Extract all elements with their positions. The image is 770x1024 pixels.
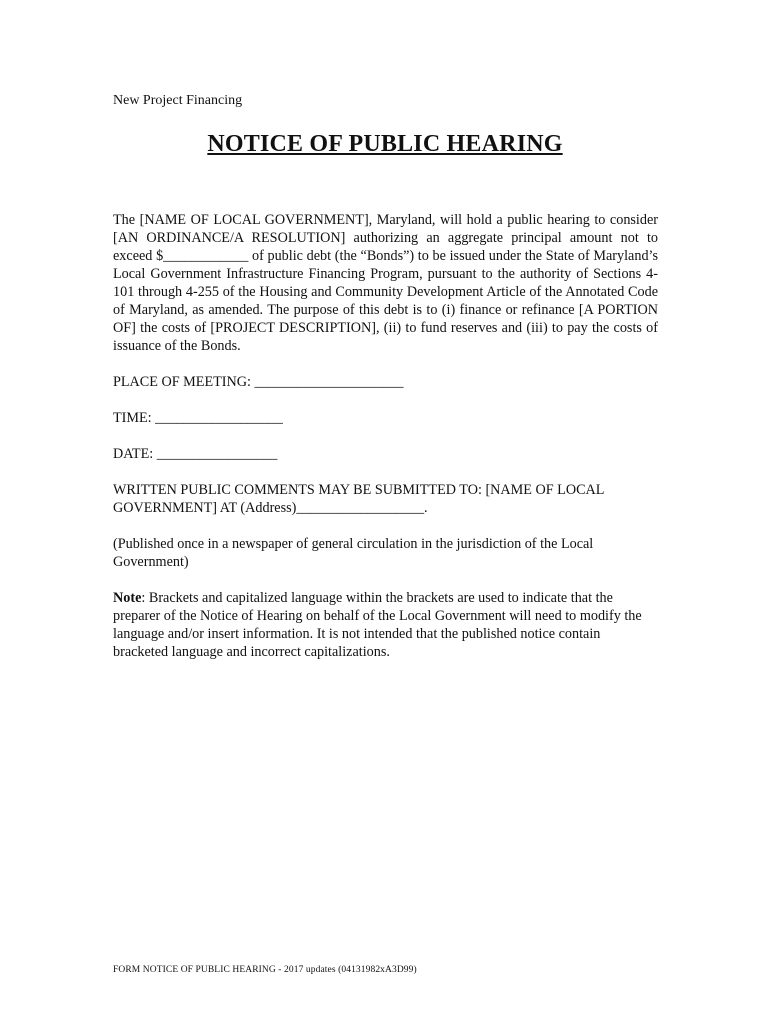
page-footer: FORM NOTICE OF PUBLIC HEARING - 2017 updates (04131982xA3D99) bbox=[113, 965, 417, 975]
place-of-meeting-field: PLACE OF MEETING: _____________________ bbox=[113, 374, 404, 390]
time-field: TIME: __________________ bbox=[113, 410, 283, 426]
document-body bbox=[113, 211, 658, 661]
note-text: : Brackets and capitalized language within the brackets are used to indicate that the preparer of the Notice of Hearing on behalf of the Local Government will need to modify the language and/or insert information. It is not intended that the published notice contain bracketed language and incorrect capitalizations. bbox=[113, 590, 642, 660]
header-label: New Project Financing bbox=[113, 93, 243, 108]
intro-paragraph: The [NAME OF LOCAL GOVERNMENT], Maryland, will hold a public hearing to consider [AN ORDINANCE/A RESOLUTION] authorizing an aggregate principal amount not to exceed $____________ of public debt (the “Bonds”) to be issued under the State of Maryland’s Local Government Infrastructure Financing Program, pursuant to the authority of Sections 4-101 through 4-255 of the Housing and Community Development Article of the Annotated Code of Maryland, as amended. The purpose of this debt is to (i) finance or refinance [A PORTION OF] the costs of [PROJECT DESCRIPTION], (ii) to fund reserves and (iii) to pay the costs of issuance of the Bonds. bbox=[113, 212, 658, 354]
note-paragraph bbox=[113, 589, 658, 661]
note-label: Note bbox=[113, 590, 142, 606]
written-comments-paragraph: WRITTEN PUBLIC COMMENTS MAY BE SUBMITTED TO: [NAME OF LOCAL GOVERNMENT] AT (Address)__________________. bbox=[113, 482, 604, 516]
page-title: NOTICE OF PUBLIC HEARING bbox=[207, 131, 563, 157]
date-field: DATE: _________________ bbox=[113, 446, 278, 462]
published-paragraph: (Published once in a newspaper of general circulation in the jurisdiction of the Local Government) bbox=[113, 536, 594, 570]
